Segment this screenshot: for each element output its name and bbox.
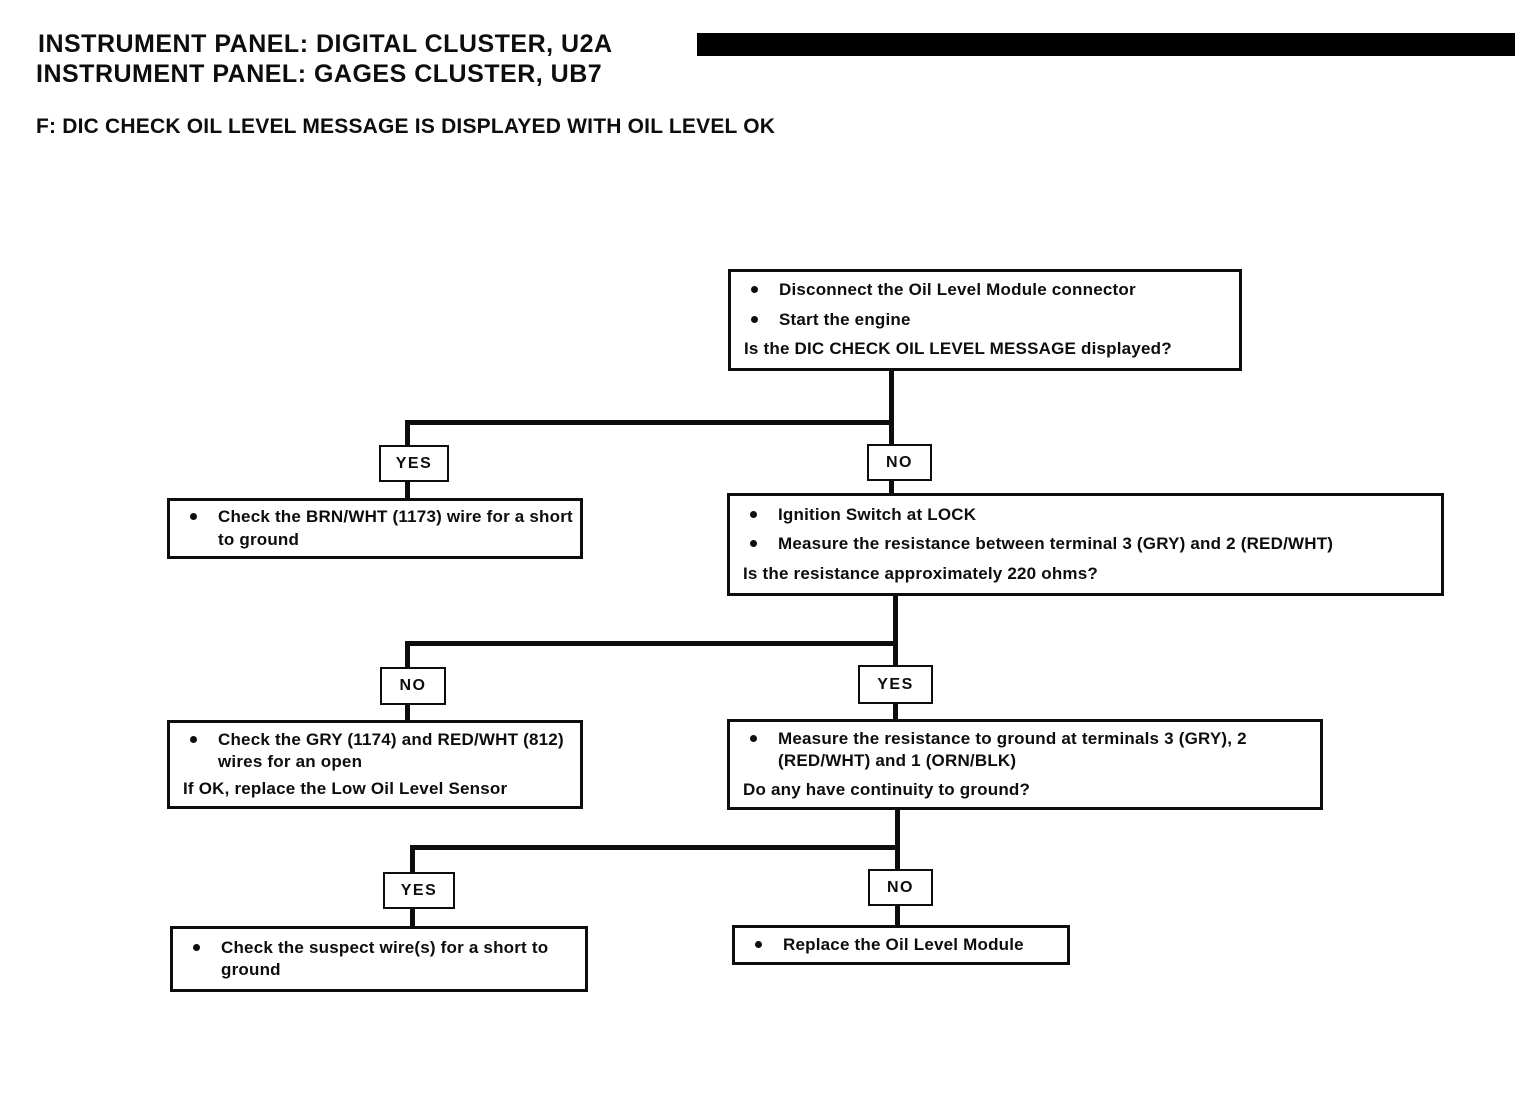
step-row bbox=[730, 533, 1441, 555]
connector-line bbox=[895, 906, 900, 925]
connector-line bbox=[405, 420, 410, 445]
step-row bbox=[731, 309, 1239, 331]
branch-label-no-level1: NO bbox=[867, 444, 932, 481]
bullet-icon bbox=[751, 286, 758, 293]
flow-node-check-suspect-wires bbox=[170, 926, 588, 992]
bullet-icon bbox=[750, 511, 757, 518]
bullet-icon bbox=[190, 513, 197, 520]
step-text: Measure the resistance between terminal 3 (GRY) and 2 (RED/WHT) bbox=[778, 534, 1334, 554]
step-row bbox=[730, 728, 1320, 772]
footer-text: If OK, replace the Low Oil Level Sensor bbox=[183, 779, 508, 799]
step-row bbox=[173, 937, 585, 981]
step-text: Measure the resistance to ground at terminals 3 (GRY), 2 (RED/WHT) and 1 (ORN/BLK) bbox=[778, 729, 1247, 771]
flow-node-measure-resistance bbox=[727, 493, 1444, 596]
step-text: Replace the Oil Level Module bbox=[783, 934, 1024, 954]
connector-line bbox=[410, 845, 415, 872]
step-row bbox=[730, 504, 1441, 526]
branch-label-no-level2: NO bbox=[380, 667, 446, 705]
step-text: Ignition Switch at LOCK bbox=[778, 504, 977, 524]
branch-label-no-level3: NO bbox=[868, 869, 933, 906]
connector-line bbox=[410, 909, 415, 926]
branch-label-yes-level3: YES bbox=[383, 872, 455, 909]
connector-line bbox=[893, 596, 898, 665]
question-text: Is the resistance approximately 220 ohms? bbox=[743, 564, 1098, 584]
connector-line bbox=[405, 482, 410, 498]
branch-label-yes-level1: YES bbox=[379, 445, 449, 482]
bullet-icon bbox=[750, 540, 757, 547]
branch-label-yes-level2: YES bbox=[858, 665, 933, 704]
step-row bbox=[170, 506, 580, 550]
redaction-bar bbox=[697, 33, 1515, 56]
step-text: Check the suspect wire(s) for a short to ground bbox=[221, 937, 549, 979]
flow-node-replace-oil-level-module bbox=[732, 925, 1070, 965]
connector-line bbox=[405, 641, 898, 646]
connector-line bbox=[893, 704, 898, 719]
step-row bbox=[735, 934, 1067, 956]
bullet-icon bbox=[755, 941, 762, 948]
connector-line bbox=[405, 705, 410, 720]
flow-node-check-gry-redwht-wires bbox=[167, 720, 583, 809]
connector-line bbox=[889, 371, 894, 445]
flow-node-resistance-to-ground bbox=[727, 719, 1323, 810]
step-row bbox=[731, 279, 1239, 301]
step-text: Check the GRY (1174) and RED/WHT (812) wires for an open bbox=[218, 729, 564, 771]
step-text: Check the BRN/WHT (1173) wire for a short to ground bbox=[218, 507, 573, 549]
flow-node-check-brn-wht-wire bbox=[167, 498, 583, 559]
bullet-icon bbox=[193, 944, 200, 951]
bullet-icon bbox=[750, 735, 757, 742]
connector-line bbox=[895, 810, 900, 869]
step-row bbox=[170, 729, 580, 773]
connector-line bbox=[889, 481, 894, 493]
page-title-line1: INSTRUMENT PANEL: DIGITAL CLUSTER, U2A bbox=[38, 30, 613, 58]
page-title-line2: INSTRUMENT PANEL: GAGES CLUSTER, UB7 bbox=[36, 60, 603, 88]
connector-line bbox=[410, 845, 900, 850]
bullet-icon bbox=[190, 736, 197, 743]
connector-line bbox=[405, 420, 894, 425]
question-text: Is the DIC CHECK OIL LEVEL MESSAGE displayed? bbox=[744, 339, 1172, 359]
question-text: Do any have continuity to ground? bbox=[743, 779, 1031, 799]
flow-node-start bbox=[728, 269, 1242, 371]
step-text: Disconnect the Oil Level Module connector bbox=[779, 280, 1136, 300]
bullet-icon bbox=[751, 316, 758, 323]
connector-line bbox=[405, 641, 410, 667]
section-title: F: DIC CHECK OIL LEVEL MESSAGE IS DISPLAYED WITH OIL LEVEL OK bbox=[36, 115, 776, 138]
step-text: Start the engine bbox=[779, 309, 911, 329]
